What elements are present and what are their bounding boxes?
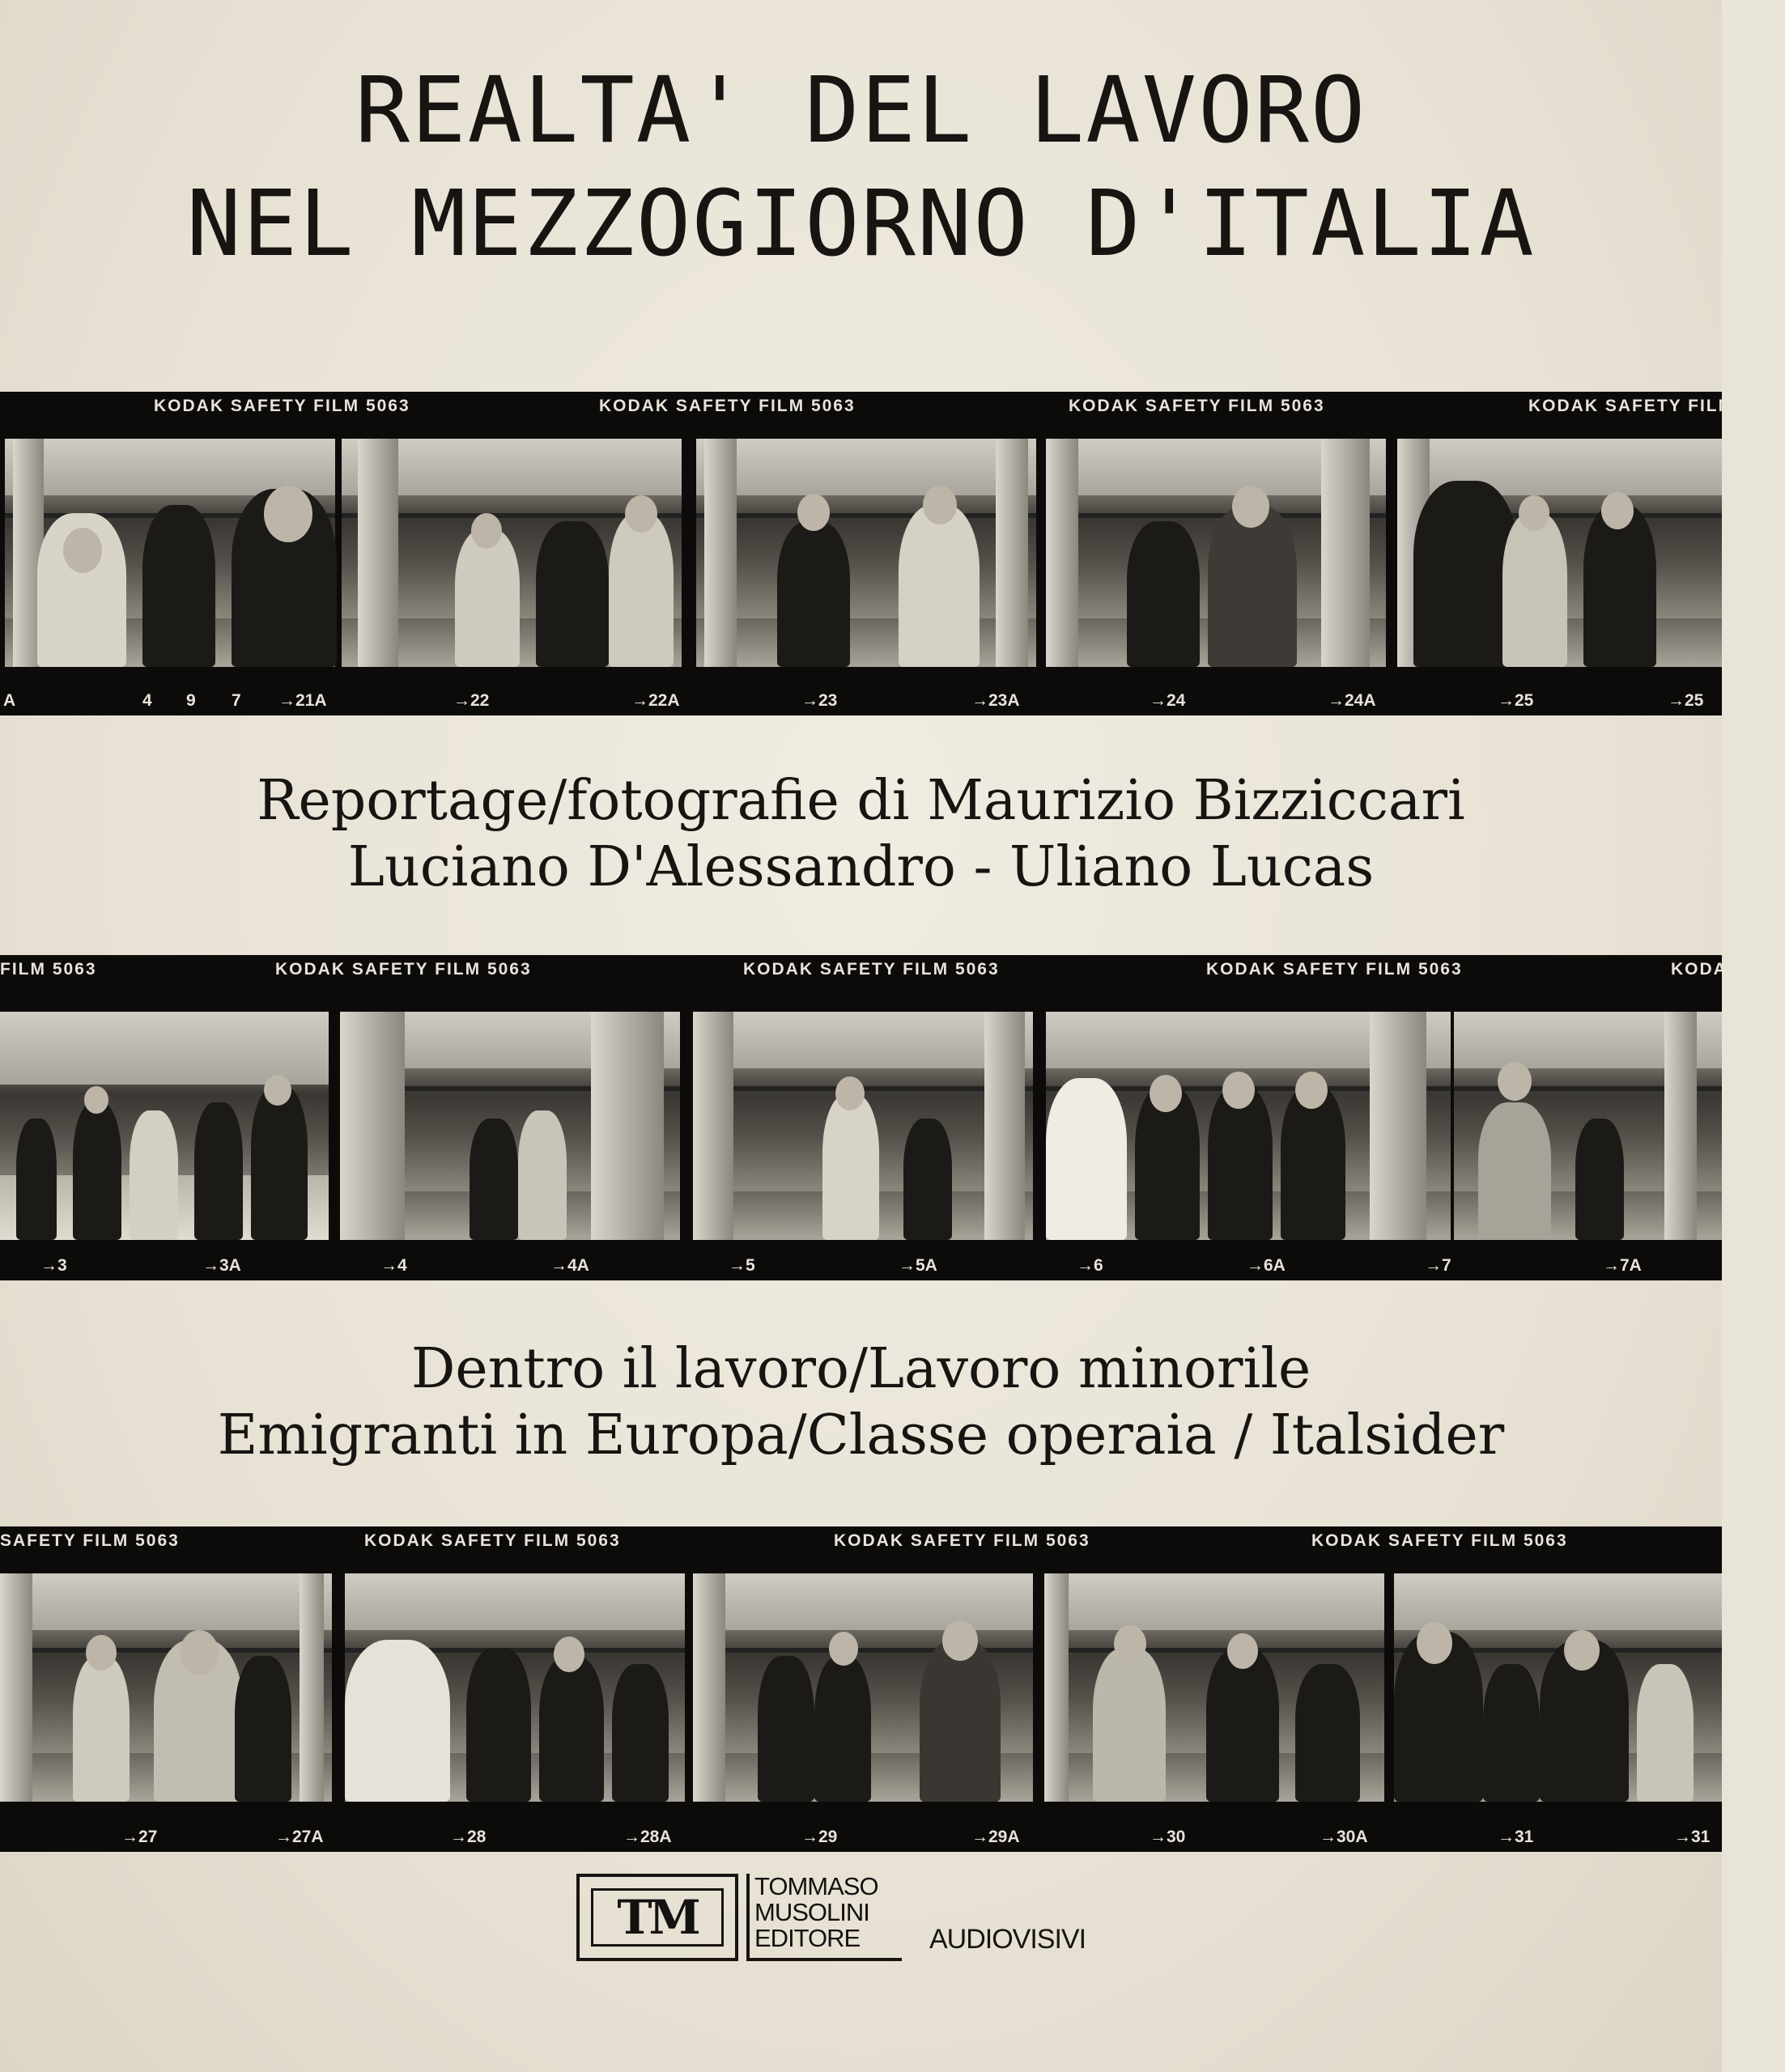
film-strip-middle: [0, 955, 1728, 1280]
frame-number: →21A: [278, 691, 327, 710]
cover-title-line-2: NEL MEZZOGIORNO D'ITALIA: [186, 172, 1536, 277]
film-edge-label: FILM 5063: [0, 960, 97, 979]
frame-number: →3: [40, 1256, 67, 1275]
film-edge-label: KODA: [1671, 960, 1728, 979]
credits-line-1: Reportage/fotografie di Maurizio Bizziccari: [257, 769, 1465, 833]
frame-number: 9: [186, 691, 196, 710]
credits-line-2: Luciano D'Alessandro - Uliano Lucas: [347, 835, 1375, 899]
frame-number: →25: [1668, 691, 1704, 710]
publisher-name-line-2: MUSOLINI: [754, 1898, 869, 1926]
imprint-label: AUDIOVISIVI: [929, 1924, 1086, 1955]
frame-number: A: [3, 691, 16, 710]
frame-number: →3A: [202, 1256, 241, 1275]
frame-number: →22: [453, 691, 490, 710]
frame-number: 7: [232, 691, 241, 710]
frame-number: →7A: [1603, 1256, 1642, 1275]
photo-frame: [340, 1012, 680, 1240]
frame-number: →28: [450, 1828, 487, 1846]
publisher-name-line-3: EDITORE: [754, 1924, 861, 1952]
publisher-name-line-1: TOMMASO: [754, 1872, 878, 1900]
photo-frame: [1454, 1012, 1722, 1240]
photo-frame: [342, 439, 682, 667]
frame-number: →27A: [275, 1828, 324, 1846]
photo-frame: [693, 1573, 1033, 1802]
frame-number: →22A: [631, 691, 680, 710]
frame-number: →23: [801, 691, 838, 710]
photo-frame: [1397, 439, 1722, 667]
film-edge-label: KODAK SAFETY FILM 5063: [1206, 960, 1463, 979]
frame-number: →24A: [1328, 691, 1376, 710]
cover-title-line-1: REALTA' DEL LAVORO: [355, 58, 1367, 163]
frame-number: →25: [1498, 691, 1534, 710]
photo-frame: [0, 1573, 332, 1802]
publisher-name: [746, 1874, 902, 1961]
frame-number: →5A: [899, 1256, 937, 1275]
film-edge-label: KODAK SAFETY FILM 5063: [364, 1531, 621, 1550]
frame-number: →23A: [971, 691, 1020, 710]
photo-frame: [0, 1012, 329, 1240]
film-edge-label: KODAK SAFETY FILM 5063: [154, 397, 410, 415]
film-edge-label: KODAK SAFETY FILM 5063: [834, 1531, 1090, 1550]
photo-frame: [1044, 1573, 1384, 1802]
frame-number: →31: [1498, 1828, 1534, 1846]
frame-number: →6A: [1247, 1256, 1286, 1275]
frame-number: →5: [729, 1256, 755, 1275]
photo-frame: [5, 439, 335, 667]
film-edge-label: KODAK SAFETY FILM 5063: [1069, 397, 1325, 415]
film-edge-label: SAFETY FILM 5063: [0, 1531, 180, 1550]
film-strip-top: [0, 392, 1785, 715]
photo-frame: [696, 439, 1036, 667]
frame-number: →30A: [1320, 1828, 1368, 1846]
film-edge-label: KODAK SAFETY FILM 5063: [599, 397, 856, 415]
subjects-line-2: Emigranti in Europa/Classe operaia / Italsider: [217, 1403, 1505, 1467]
film-edge-label: KODAK SAFETY FILM 5063: [275, 960, 532, 979]
publisher-logo-box: [576, 1874, 738, 1961]
photo-frame: [345, 1573, 685, 1802]
frame-number: →4: [380, 1256, 407, 1275]
photo-frame: [693, 1012, 1033, 1240]
publisher-logo-mark: TM: [591, 1888, 724, 1947]
film-strip-bottom: [0, 1526, 1722, 1852]
frame-number: →30: [1150, 1828, 1186, 1846]
photo-frame: [1046, 1012, 1451, 1240]
frame-number: →6: [1077, 1256, 1103, 1275]
photo-frame: [1046, 439, 1386, 667]
frame-number: →24: [1150, 691, 1186, 710]
frame-number: →4A: [550, 1256, 589, 1275]
frame-number: →29: [801, 1828, 838, 1846]
photo-frame: [1394, 1573, 1722, 1802]
frame-number: →29A: [971, 1828, 1020, 1846]
frame-number: 4: [142, 691, 152, 710]
subjects-line-1: Dentro il lavoro/Lavoro minorile: [410, 1337, 1311, 1401]
frame-number: →28A: [623, 1828, 672, 1846]
frame-number: →7: [1425, 1256, 1451, 1275]
frame-number: →27: [121, 1828, 158, 1846]
film-edge-label: KODAK SAFETY FILM 5063: [1311, 1531, 1568, 1550]
frame-number: →31: [1674, 1828, 1711, 1846]
film-edge-label: KODAK SAFETY FILM 5063: [743, 960, 1000, 979]
film-edge-label: KODAK SAFETY FILM 5063: [1528, 397, 1785, 415]
